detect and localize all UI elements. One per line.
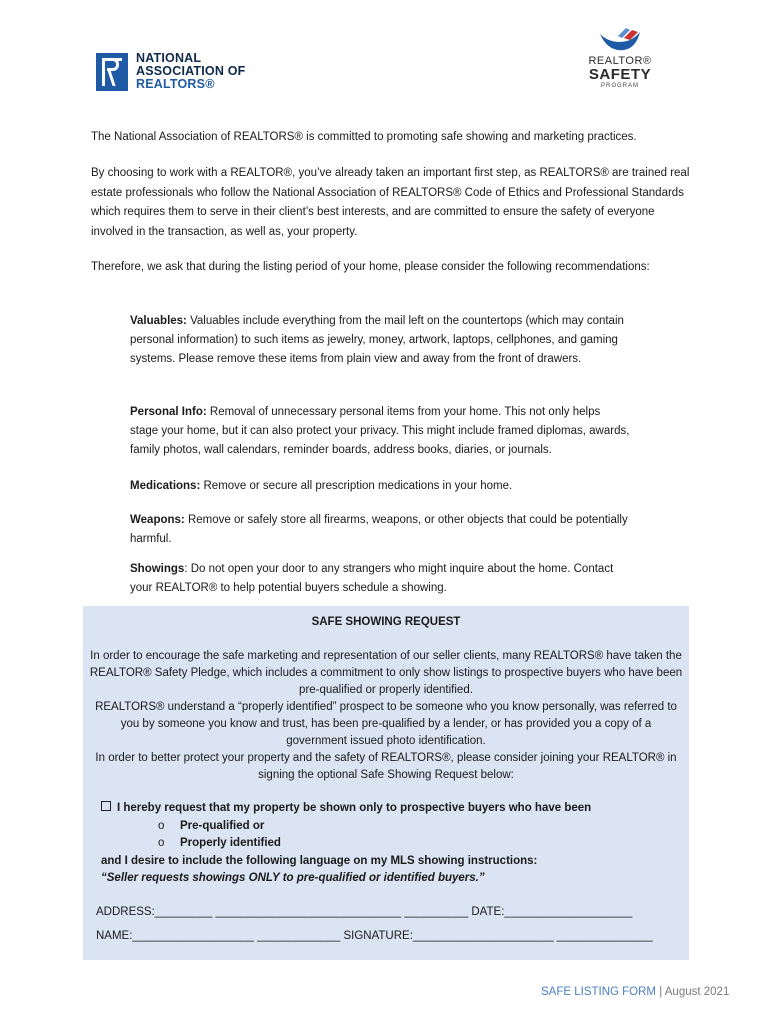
request-explanation [89, 648, 683, 784]
mls-quote: “Seller requests showings ONLY to pre-qualified or identified buyers.” [101, 872, 485, 884]
nar-logo-text [136, 52, 246, 91]
nar-logo [96, 52, 246, 91]
recommendation-text: Removal of unnecessary personal items from your home. This not only helps stage your home, but it can also protect your privacy. This might include framed diplomas, awards, family photos, wall calendars, reminder boards, address books, diaries, or journals. [130, 406, 630, 456]
realtor-r-icon [96, 53, 128, 91]
recommendations-intro: Therefore, we ask that during the listing period of your home, please consider the following recommendations: [91, 261, 650, 273]
recommendation-text: Valuables include everything from the mail left on the countertops (which may contain personal information) to such items as jewelry, money, artwork, laptops, cellphones, and gaming systems. Please remove these items from plain view and away from the front of drawers. [130, 315, 624, 365]
name-signature-field[interactable]: NAME:___________________ _____________ SIGNATURE:______________________ _______________ [96, 930, 653, 942]
recommendation-personal-info [130, 403, 630, 460]
safety-logo-line3: PROGRAM [600, 83, 639, 89]
recommendation-valuables [130, 312, 630, 369]
request-paragraph-1: In order to encourage the safe marketing and representation of our seller clients, many REALTORS® have taken the REALTOR® Safety Pledge, which includes a commitment to only show listings to prospective buyers who have been pre-qualified or properly identified. [89, 650, 683, 696]
footer-separator: | [656, 986, 665, 998]
recommendation-label: Valuables: [130, 315, 187, 327]
recommendation-label: Medications: [130, 480, 201, 492]
safe-showing-request-box [83, 606, 689, 960]
footer [541, 986, 729, 998]
footer-date: August 2021 [664, 986, 730, 998]
request-checkbox-label: I hereby request that my property be shown only to prospective buyers who have been [117, 802, 592, 814]
request-title: SAFE SHOWING REQUEST [311, 616, 461, 628]
safety-swoosh-icon [598, 28, 642, 54]
safety-program-logo [585, 28, 655, 90]
recommendation-text: Remove or safely store all firearms, weapons, or other objects that could be potentially harmful. [130, 514, 628, 545]
recommendation-label: Showings [130, 563, 185, 575]
bullet-marker: o [158, 819, 165, 832]
nar-logo-line1: NATIONAL [136, 51, 202, 65]
footer-form-name: SAFE LISTING FORM [541, 986, 657, 998]
realtor-paragraph: By choosing to work with a REALTOR®, you’ve already taken an important first step, as REALTORS® are trained real estate professionals who follow the National Association of REALTORS® Code of Ethics and Professional Standards which requires them to serve in their client’s best interests, and are committed to ensure the safety of everyone involved in the transaction, as well as, your property. [91, 167, 690, 238]
safety-logo-line2: SAFETY [588, 66, 652, 83]
recommendation-medications [130, 477, 630, 496]
option-identified [101, 835, 681, 853]
recommendation-text: Remove or secure all prescription medications in your home. [200, 480, 513, 492]
address-date-field[interactable]: ADDRESS:_________ _____________________________ __________ DATE:____________________ [96, 906, 633, 918]
option-label: Pre-qualified or [180, 819, 265, 832]
nar-logo-line3: REALTORS® [136, 77, 215, 91]
request-checkbox-row[interactable] [101, 800, 681, 818]
nar-logo-line2: ASSOCIATION OF [136, 64, 246, 78]
option-label: Properly identified [180, 837, 281, 849]
recommendation-weapons [130, 511, 630, 549]
request-options [101, 800, 681, 888]
recommendation-label: Weapons: [130, 514, 185, 526]
mls-instruction-line: and I desire to include the following language on my MLS showing instructions: [101, 854, 538, 867]
recommendation-label: Personal Info: [130, 406, 207, 418]
recommendation-showings [130, 560, 630, 598]
bullet-marker: o [158, 837, 165, 849]
request-checkbox[interactable] [101, 801, 111, 811]
recommendation-text: : Do not open your door to any strangers who might inquire about the home. Contact your REALTOR® to help potential buyers schedule a showing. [130, 563, 614, 594]
request-paragraph-3: In order to better protect your property and the safety of REALTORS®, please consider joining your REALTOR® in signing the optional Safe Showing Request below: [95, 752, 677, 781]
option-prequalified [101, 818, 681, 836]
request-paragraph-2: REALTORS® understand a “properly identified” prospect to be someone who you know personally, was referred to you by someone you know and trust, has been pre-qualified by a lender, or has provided you a copy of a government issued photo identification. [95, 701, 677, 747]
intro-paragraph: The National Association of REALTORS® is committed to promoting safe showing and marketing practices. [91, 131, 637, 143]
safety-logo-line1: REALTOR® [588, 55, 652, 67]
